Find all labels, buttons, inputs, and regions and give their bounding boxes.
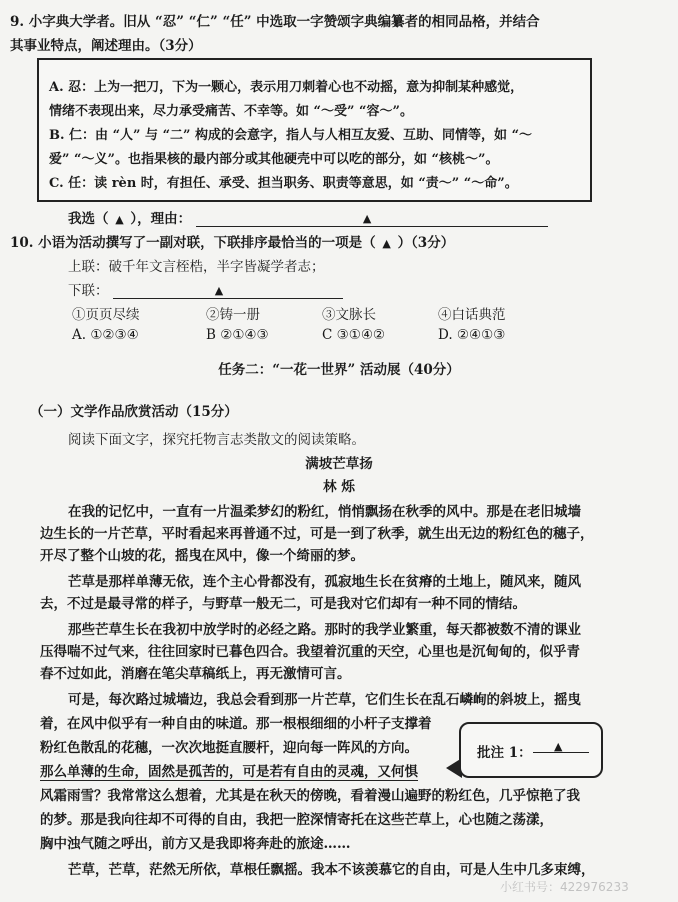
- section-heading: （一）文学作品欣赏活动（15分）: [30, 404, 238, 420]
- q9-option-b-line2: 爱” “～义”。也指果核的最内部分或其他硬壳中可以吃的部分，如 “核桃～”。: [49, 152, 499, 167]
- q10-stem: [10, 231, 454, 251]
- essay-p2-line1: 芒草是那样单薄无依，连个主心骨都没有，孤寂地生长在贫瘠的土地上，随风来，随风: [68, 574, 581, 590]
- q9-option-c-line1: C. 任：读 rèn 时，有担任、承受、担当职务、职责等意思，如 “责～” “～命”。: [49, 176, 518, 191]
- essay-p4-line2: 着，在风中似乎有一种自由的味道。那一根根细细的小杆子支撑着: [40, 716, 432, 732]
- essay-p3-line1: 那些芒草生长在我初中放学时的必经之路。那时的我学业繁重，每天都被数不清的课业: [68, 622, 581, 638]
- q9-option-a-line1: A. 忍：上为一把刀，下为一颗心，表示用刀刺着心也不动摇，意为抑制某种感觉，: [49, 80, 524, 95]
- essay-p1-line1: 在我的记忆中，一直有一片温柔梦幻的粉红，悄悄飘扬在秋季的风中。那是在老旧城墙: [68, 504, 581, 520]
- q9-option-a-line2: 情绪不表现出来，尽力承受痛苦、不幸等。如 “～受” “容～”。: [49, 104, 413, 119]
- q10-option-c: C ③①④②: [322, 327, 386, 343]
- answer-triangle-icon: ▲: [214, 284, 224, 297]
- q9-stem-line1: 9. 小字典大学者。旧从 “忍” “仁” “任” 中选取一字赞颂字典编纂者的相同品格，并结合: [10, 14, 540, 30]
- q10-item-3: ③文脉长: [322, 307, 376, 323]
- watermark: 小红书号：422976233: [500, 880, 629, 894]
- q9-option-b-line1: B. 仁：由 “人” 与 “二” 构成的会意字，指人与人相互友爱、互助、同情等，如 “～: [49, 128, 533, 143]
- q10-item-2: ②铸一册: [206, 307, 260, 323]
- essay-title: 满坡芒草扬: [305, 456, 373, 472]
- essay-p3-line3: 春不过如此，消磨在笔尖草稿纸上，再无激情可言。: [40, 666, 351, 682]
- q10-option-d: D. ②④①③: [438, 327, 506, 343]
- q10-stem-end: ）（3分）: [397, 235, 455, 251]
- answer-triangle-icon: ▲: [115, 213, 124, 226]
- annotation-callout: [459, 722, 603, 778]
- annotation-label: 批注 1：: [477, 745, 532, 761]
- q10-item-4: ④白话典范: [438, 307, 506, 323]
- q10-lower-label: 下联：: [68, 283, 109, 299]
- essay-p4-line3: 粉红色散乱的花穗，一次次地挺直腰杆，迎向每一阵风的方向。: [40, 740, 418, 756]
- q9-answer-line: [68, 207, 548, 227]
- q10-option-b: B ②①④③: [206, 327, 269, 343]
- q9-reason-label: ），理由：: [130, 211, 192, 227]
- essay-p1-line3: 开尽了整个山坡的花，摇曳在风中，像一个绮丽的梦。: [40, 548, 364, 564]
- essay-p4-underlined-line: 那么单薄的生命，固然是孤苦的，可是若有自由的灵魂，又何惧: [40, 760, 418, 781]
- essay-p2-line2: 去，不过是最寻常的样子，与野草一般无二，可是我对它们却有一种不同的情结。: [40, 596, 526, 612]
- essay-author: 林 烁: [323, 479, 355, 495]
- q9-definition-box: [37, 58, 592, 202]
- answer-triangle-icon: ▲: [382, 237, 391, 250]
- essay-p4-line6: 的梦。那是我向往却不可得的自由，我把一腔深情寄托在这些芒草上，心也随之荡漾，: [40, 812, 553, 828]
- q10-item-1: ①页页尽续: [72, 307, 140, 323]
- answer-triangle-icon: ▲: [362, 212, 372, 225]
- q10-stem-text: 10. 小语为活动撰写了一副对联，下联排序最恰当的一项是（: [10, 235, 376, 251]
- essay-p1-line2: 边生长的一片芒草，平时看起来再普通不过，可是一到了秋季，就生出无边的粉红色的穗子，: [40, 526, 594, 542]
- q10-lower-blank[interactable]: [113, 286, 343, 299]
- essay-p5-line1: 芒草，芒草，茫然无所依，草根任飘摇。我本不该羡慕它的自由，可是人生中几多束缚，: [68, 862, 595, 878]
- essay-p3-line2: 压得喘不过气来，往往回家时已暮色四合。我望着沉重的天空，心里也是沉甸甸的，似乎青: [40, 644, 580, 660]
- q10-upper-couplet: 上联：破千年文言桎梏，半字皆凝学者志；: [68, 259, 325, 275]
- answer-triangle-icon: ▲: [554, 740, 563, 753]
- q9-choice-label: 我选（: [68, 211, 109, 227]
- essay-p4-line7: 胸中浊气随之呼出，前方又是我即将奔赴的旅途……: [40, 836, 351, 852]
- essay-p4-line1: 可是，每次路过城墙边，我总会看到那一片芒草，它们生长在乱石嶙峋的斜坡上，摇曳: [68, 692, 581, 708]
- essay-p4-line5: 风霜雨雪？我常常这么想着，尤其是在秋天的傍晚，看着漫山遍野的粉红色，几乎惊艳了我: [40, 788, 580, 804]
- reading-instruction: 阅读下面文字，探究托物言志类散文的阅读策略。: [68, 432, 365, 448]
- task2-title: 任务二：“一花一世界” 活动展（40分）: [218, 362, 460, 378]
- q10-option-a: A. ①②③④: [72, 327, 139, 343]
- q9-reason-blank[interactable]: [196, 214, 548, 227]
- q9-stem-line2: 其事业特点，阐述理由。（3分）: [10, 38, 202, 54]
- q10-lower-couplet: [68, 279, 343, 299]
